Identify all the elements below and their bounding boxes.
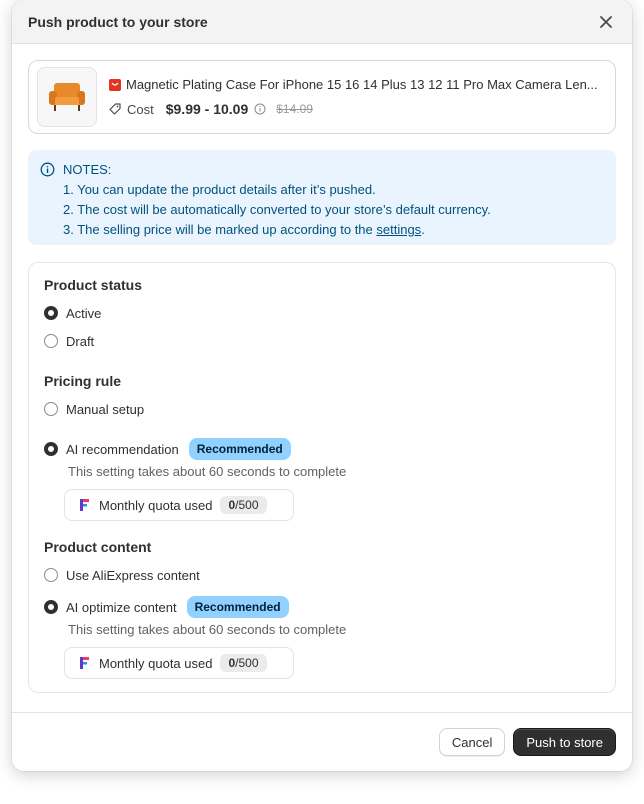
note-item-3-trailing: . (421, 222, 425, 237)
close-icon (599, 15, 613, 29)
product-content-title: Product content (44, 539, 152, 555)
price-row (109, 101, 607, 117)
content-helper-text: This setting takes about 60 seconds to complete (68, 622, 347, 637)
recommended-badge: Recommended (187, 596, 289, 618)
product-status-title: Product status (44, 277, 143, 293)
status-option-active[interactable] (44, 303, 600, 323)
notes-heading: NOTES: (63, 161, 112, 177)
quota-used: 0 (228, 656, 236, 670)
pricing-option-manual-label: Manual setup (66, 401, 145, 417)
content-quota-box (64, 647, 294, 679)
quota-label: Monthly quota used (99, 655, 213, 671)
radio-aliexpress-content[interactable] (44, 568, 58, 582)
push-to-store-button[interactable]: Push to store (513, 728, 616, 756)
armchair-icon (45, 77, 89, 117)
modal-header (12, 0, 632, 44)
tag-icon (109, 103, 121, 115)
modal-title: Push product to your store (28, 13, 208, 30)
content-option-aliexpress-label: Use AliExpress content (66, 567, 200, 583)
original-price: $14.09 (276, 102, 313, 116)
notes-list (40, 180, 604, 240)
modal-footer (12, 712, 632, 771)
product-title[interactable]: Magnetic Plating Case For iPhone 15 16 14 Plus 13 12 11 Pro Max Camera Len... (126, 77, 598, 92)
pricing-helper-text: This setting takes about 60 seconds to complete (68, 464, 347, 479)
pricing-quota-box (64, 489, 294, 521)
cost-label: Cost (127, 101, 154, 117)
status-option-draft-label: Draft (66, 333, 95, 349)
content-option-aliexpress[interactable] (44, 565, 600, 585)
cancel-button[interactable]: Cancel (439, 728, 505, 756)
settings-link[interactable]: settings (376, 222, 422, 237)
status-option-draft[interactable] (44, 331, 600, 351)
note-item-3-text: 3. The selling price will be marked up according to the (63, 222, 377, 237)
info-icon[interactable] (254, 103, 266, 115)
product-title-row (109, 77, 607, 92)
radio-ai-optimize[interactable] (44, 600, 58, 614)
product-card (28, 60, 616, 134)
quota-total: /500 (235, 498, 259, 512)
product-thumbnail (37, 67, 97, 127)
close-button[interactable] (596, 12, 616, 32)
content-option-ai[interactable] (44, 597, 600, 617)
note-item-2: 2. The cost will be automatically converted to your store’s default currency. (63, 202, 491, 217)
radio-active[interactable] (44, 306, 58, 320)
recommended-badge: Recommended (189, 438, 291, 460)
radio-draft[interactable] (44, 334, 58, 348)
quota-count (220, 496, 266, 514)
notes-header (40, 160, 604, 178)
quota-label: Monthly quota used (99, 497, 213, 513)
bag-icon (111, 82, 119, 88)
pricing-option-manual[interactable] (44, 399, 600, 419)
note-item-3 (63, 220, 604, 240)
pricing-option-ai[interactable] (44, 439, 600, 459)
notes-banner (28, 150, 616, 245)
quota-used: 0 (228, 498, 236, 512)
quota-count (220, 654, 266, 672)
modal-body (12, 44, 632, 693)
aliexpress-logo-icon (109, 79, 121, 91)
pricing-option-ai-label: AI recommendation (66, 441, 179, 457)
info-circle-icon (40, 162, 55, 177)
content-option-ai-label: AI optimize content (66, 599, 177, 615)
ai-logo-icon (79, 498, 91, 512)
status-option-active-label: Active (66, 305, 102, 321)
pricing-rule-title: Pricing rule (44, 373, 122, 389)
options-card (28, 262, 616, 693)
push-product-modal (12, 0, 632, 771)
price-range: $9.99 - 10.09 (165, 101, 249, 117)
radio-ai-recommendation[interactable] (44, 442, 58, 456)
ai-logo-icon (79, 656, 91, 670)
product-info (109, 77, 607, 117)
radio-manual-setup[interactable] (44, 402, 58, 416)
note-item-1: 1. You can update the product details after it’s pushed. (63, 182, 376, 197)
quota-total: /500 (235, 656, 259, 670)
